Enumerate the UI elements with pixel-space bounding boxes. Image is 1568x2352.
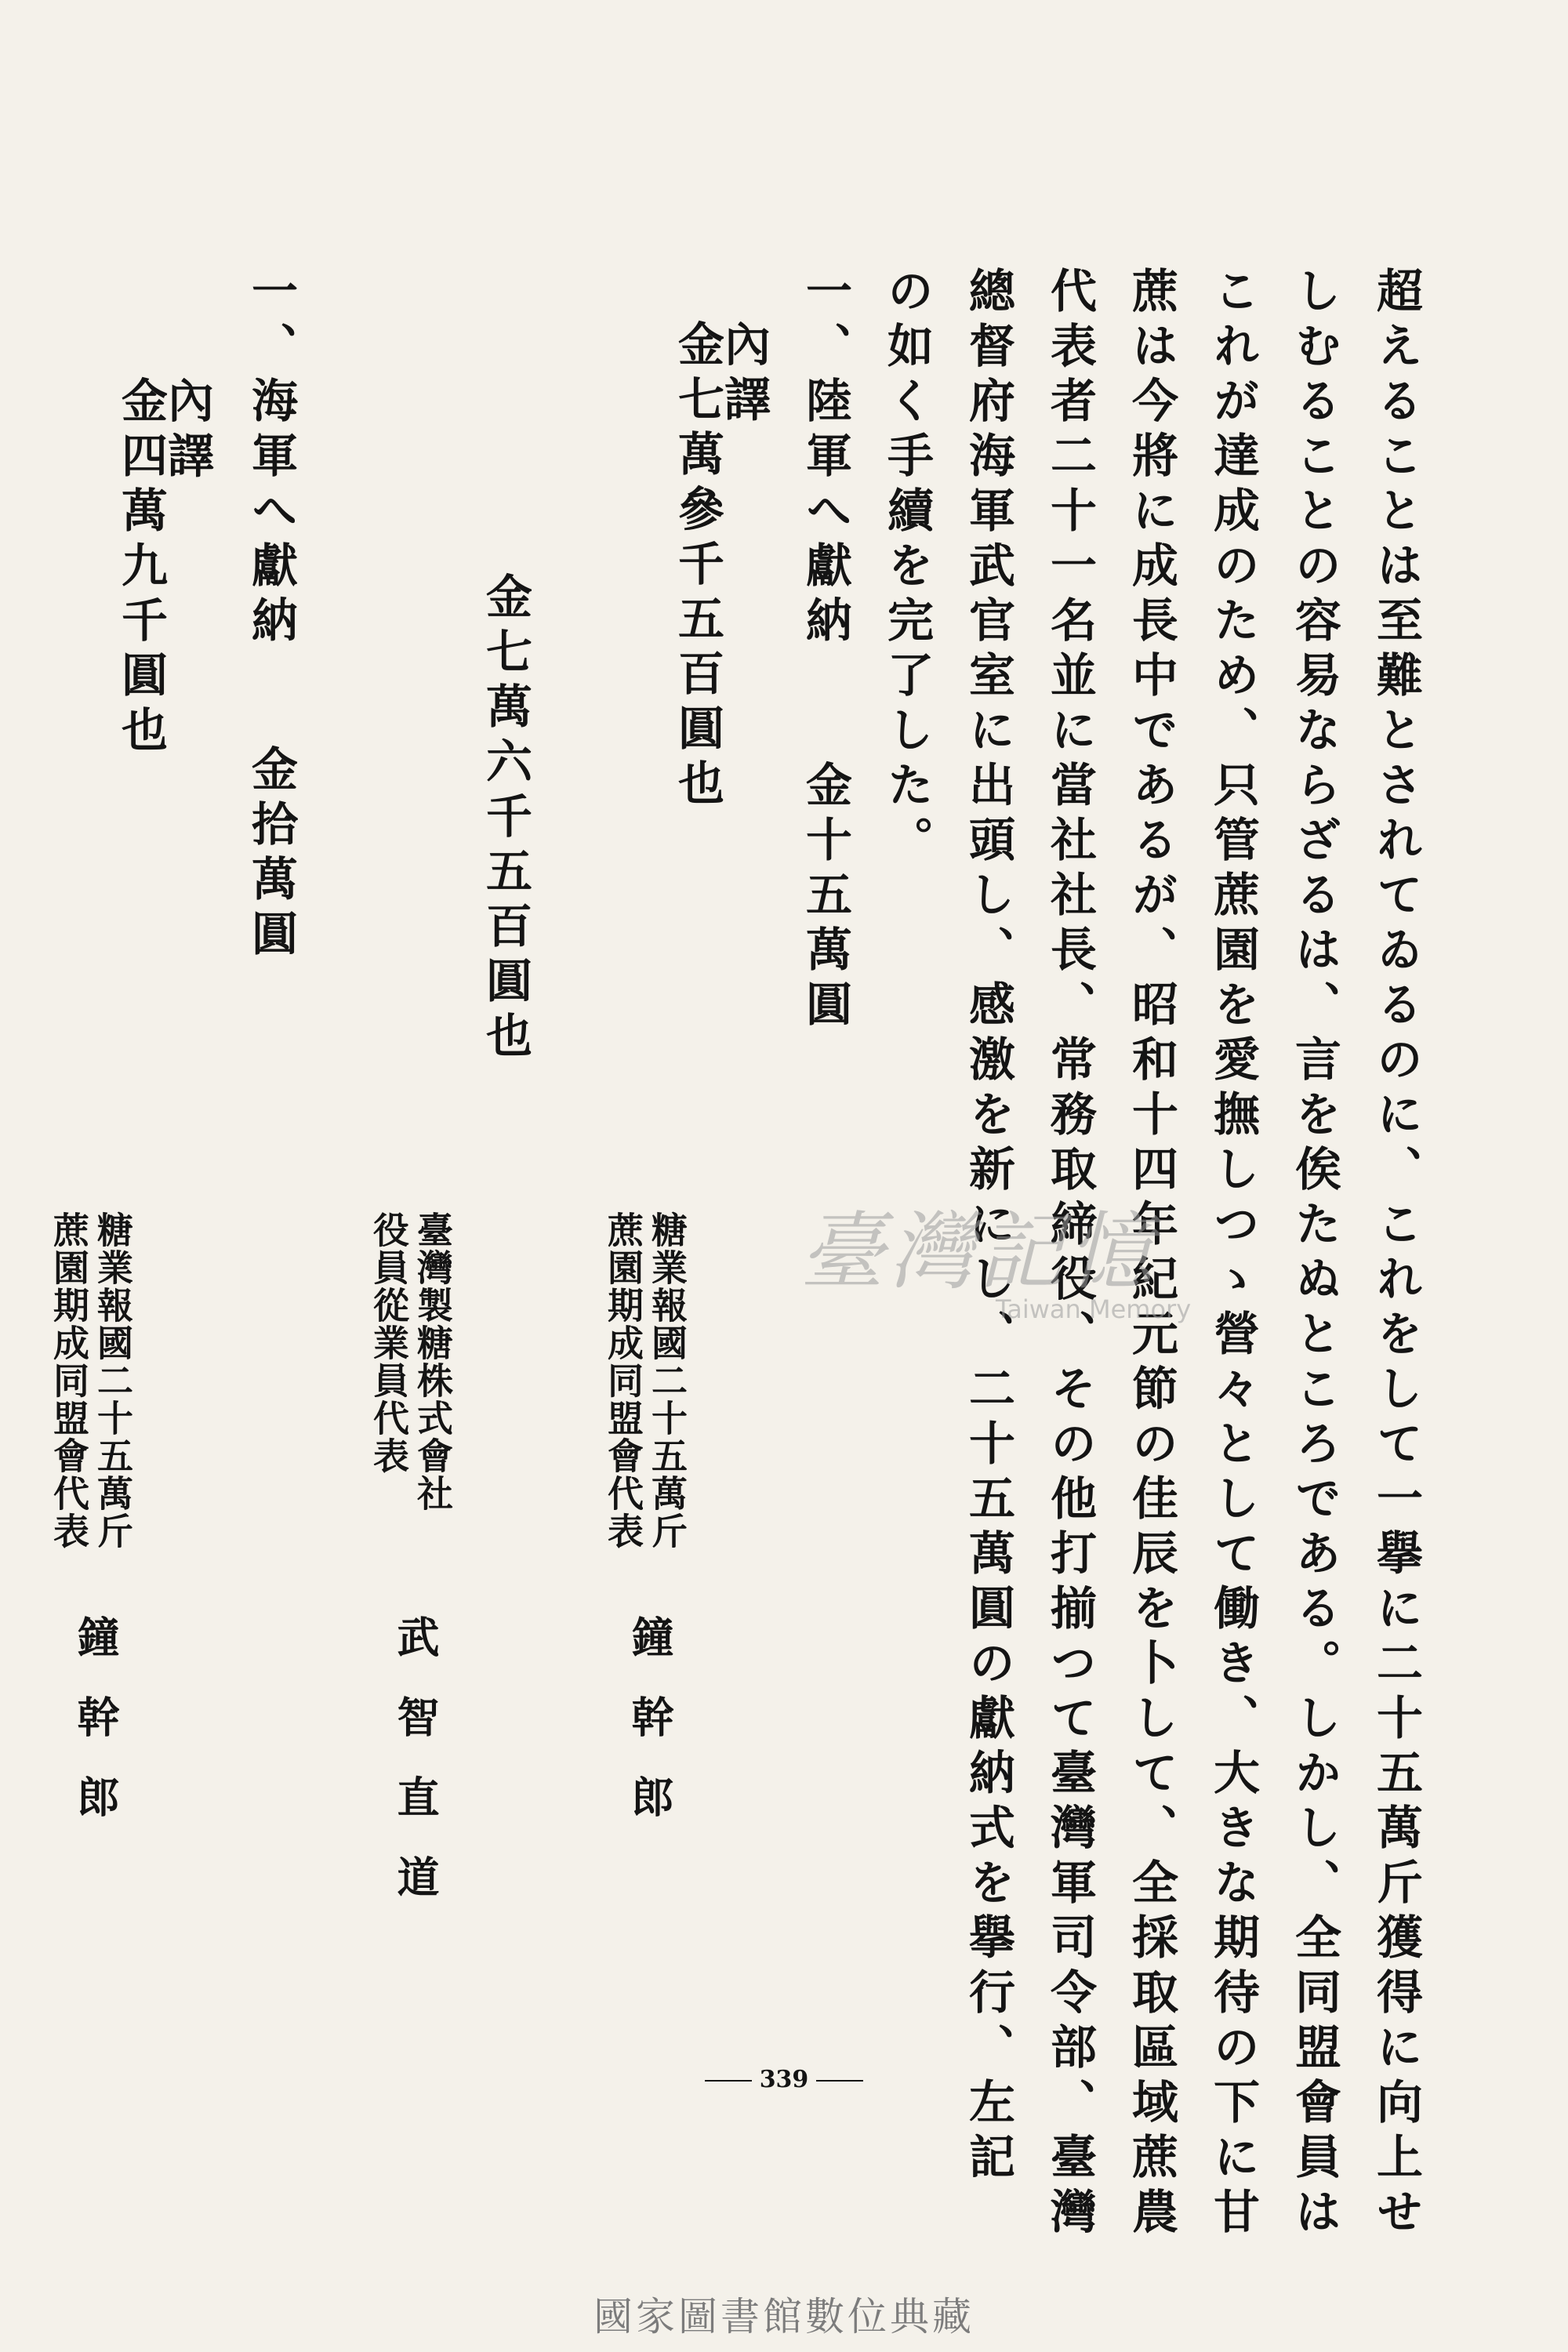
army-item1-attribution (597, 1211, 688, 1550)
body-line-2: しむることの容易ならざるは、言を俟たぬところである。しかし、全同盟會員は (1287, 267, 1341, 2242)
body-line-6: 總督府海軍武官室に出頭し、感激を新にし、二十五萬圓の獻納式を擧行、左記 (961, 267, 1015, 2187)
navy-heading-line (244, 267, 298, 964)
army-item1-org: 糖業報國二十五萬斤 (646, 1211, 688, 1550)
army-heading: 一、陸軍へ獻納 (798, 267, 852, 651)
body-line-7: の如く手續を完了した。 (880, 267, 934, 870)
army-heading-line (798, 267, 852, 1035)
navy-total: 金拾萬圓 (244, 745, 298, 964)
army-item2-org2: 役員從業員代表 (368, 1211, 410, 1475)
watermark-subtext: Taiwan Memory (996, 1294, 1192, 1324)
army-item2-name: 武智直道 (390, 1615, 441, 1935)
army-item2-line (478, 267, 532, 1066)
body-line-5: 代表者二十一名並に當社社長、常務取締役、その他打揃つて臺灣軍司令部、臺灣 (1043, 267, 1097, 2242)
navy-item1-name: 鐘幹郎 (71, 1615, 121, 1855)
army-breakdown-label: 內譯 (717, 320, 771, 430)
army-total: 金十五萬圓 (798, 760, 852, 1035)
army-item1-amount: 金七萬參千五百圓也 (670, 320, 724, 814)
navy-item1-line (114, 267, 214, 760)
army-item2-org: 臺灣製糖株式會社 (412, 1211, 454, 1512)
body-line-1: 超えることは至難とされてゐるのに、これをして一擧に二十五萬斤獲得に向上せ (1369, 267, 1423, 2242)
army-item1-org2: 蔗園期成同盟會代表 (602, 1211, 644, 1550)
body-line-4: 蔗は今將に成長中であるが、昭和十四年紀元節の佳辰を卜して、全採取區域蔗農 (1124, 267, 1178, 2242)
footer-credit: 國家圖書館數位典藏 (593, 2294, 975, 2339)
body-line-3: これが達成のため、只管蔗園を愛撫しつゝ營々として働き、大きな期待の下に甘 (1206, 267, 1260, 2242)
navy-item1-org: 糖業報國二十五萬斤 (92, 1211, 134, 1550)
page-number-dash-right (816, 2080, 863, 2082)
page-number-dash-left (705, 2080, 752, 2082)
army-item1-line (670, 267, 771, 814)
page-number-value: 339 (759, 2066, 809, 2093)
army-item2-amount: 金七萬六千五百圓也 (478, 572, 532, 1066)
watermark-text: 臺灣記憶 (800, 1203, 1158, 1301)
watermark-logo (800, 1184, 1286, 1341)
army-item2-attribution (363, 1211, 454, 1512)
page-number (0, 2066, 1568, 2093)
navy-item1-org2: 蔗園期成同盟會代表 (48, 1211, 90, 1550)
navy-item1-amount: 金四萬九千圓也 (114, 376, 168, 760)
navy-heading: 一、海軍へ獻納 (244, 267, 298, 651)
army-item1-name: 鐘幹郎 (625, 1615, 675, 1855)
navy-breakdown-label: 內譯 (160, 376, 214, 486)
navy-item1-attribution (43, 1211, 134, 1550)
